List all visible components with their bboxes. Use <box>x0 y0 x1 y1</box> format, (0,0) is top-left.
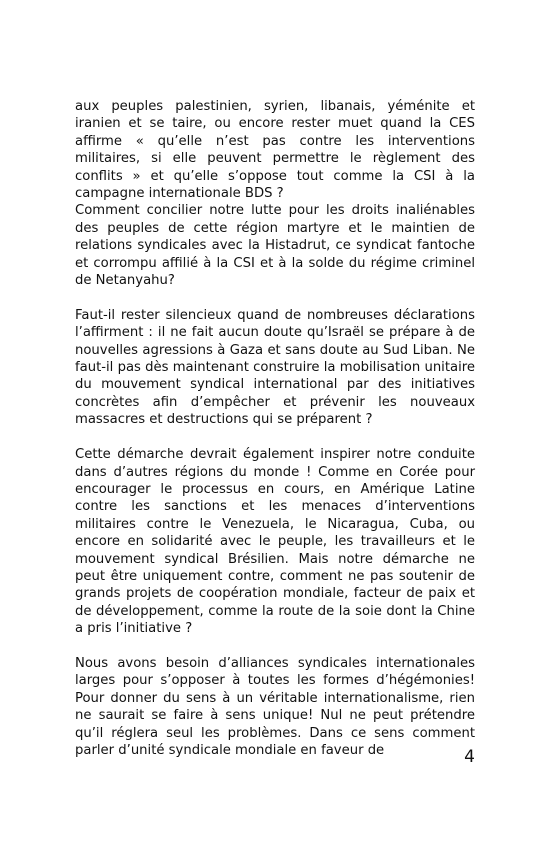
paragraph-3: Faut-il rester silencieux quand de nombreuses déclarations l’affirment : il ne fait aucun doute qu’Israël se prépare à de nouvelles agressions à Gaza et sans doute au Sud Liban. Ne faut-il pas dès maintenant construire la mobilisation unitaire du mouvement syndical international par des initiatives concrètes afin d’empêcher et prévenir les nouveaux massacres et destructions qui se préparent ? <box>75 307 475 428</box>
paragraph-spacer <box>75 638 475 655</box>
paragraph-spacer <box>75 429 475 446</box>
paragraph-1: aux peuples palestinien, syrien, libanais, yéménite et iranien et se taire, ou encore rester muet quand la CES affirme « qu’elle n’est pas contre les interventions militaires, si elle peuvent permettre le règlement des conflits » et qu’elle s’oppose tout comme la CSI à la campagne internationale BDS ? <box>75 99 475 202</box>
page-number: 4 <box>464 747 475 767</box>
paragraph-5: Nous avons besoin d’alliances syndicales internationales larges pour s’opposer à toutes les formes d’hégémonies! Pour donner du sens à un véritable internationalisme, rien ne saurait se faire à sens unique! Nul ne peut prétendre qu’il réglera seul les problèmes. Dans ce sens comment parler d’unité syndicale mondiale en faveur de <box>75 655 475 758</box>
paragraph-spacer <box>75 289 475 306</box>
body-text <box>75 98 475 759</box>
paragraph-2: Comment concilier notre lutte pour les droits inaliénables des peuples de cette région martyre et le maintien de relations syndicales avec la Histadrut, ce syndicat fantoche et corrompu affilié à la CSI et à la solde du régime criminel de Netanyahu? <box>75 203 475 289</box>
paragraph-4: Cette démarche devrait également inspirer notre conduite dans d’autres régions du monde ! Comme en Corée pour encourager le processus en cours, en Amérique Latine contre les sanctions et les menaces d’interventions militaires contre le Venezuela, le Nicaragua, Cuba, ou encore en solidarité avec le peuple, les travailleurs et le mouvement syndical Brésilien. Mais notre démarche ne peut être uniquement contre, comment ne pas soutenir de grands projets de coopération mondiale, facteur de paix et de développement, comme la route de la soie dont la Chine a pris l’initiative ? <box>75 447 475 637</box>
